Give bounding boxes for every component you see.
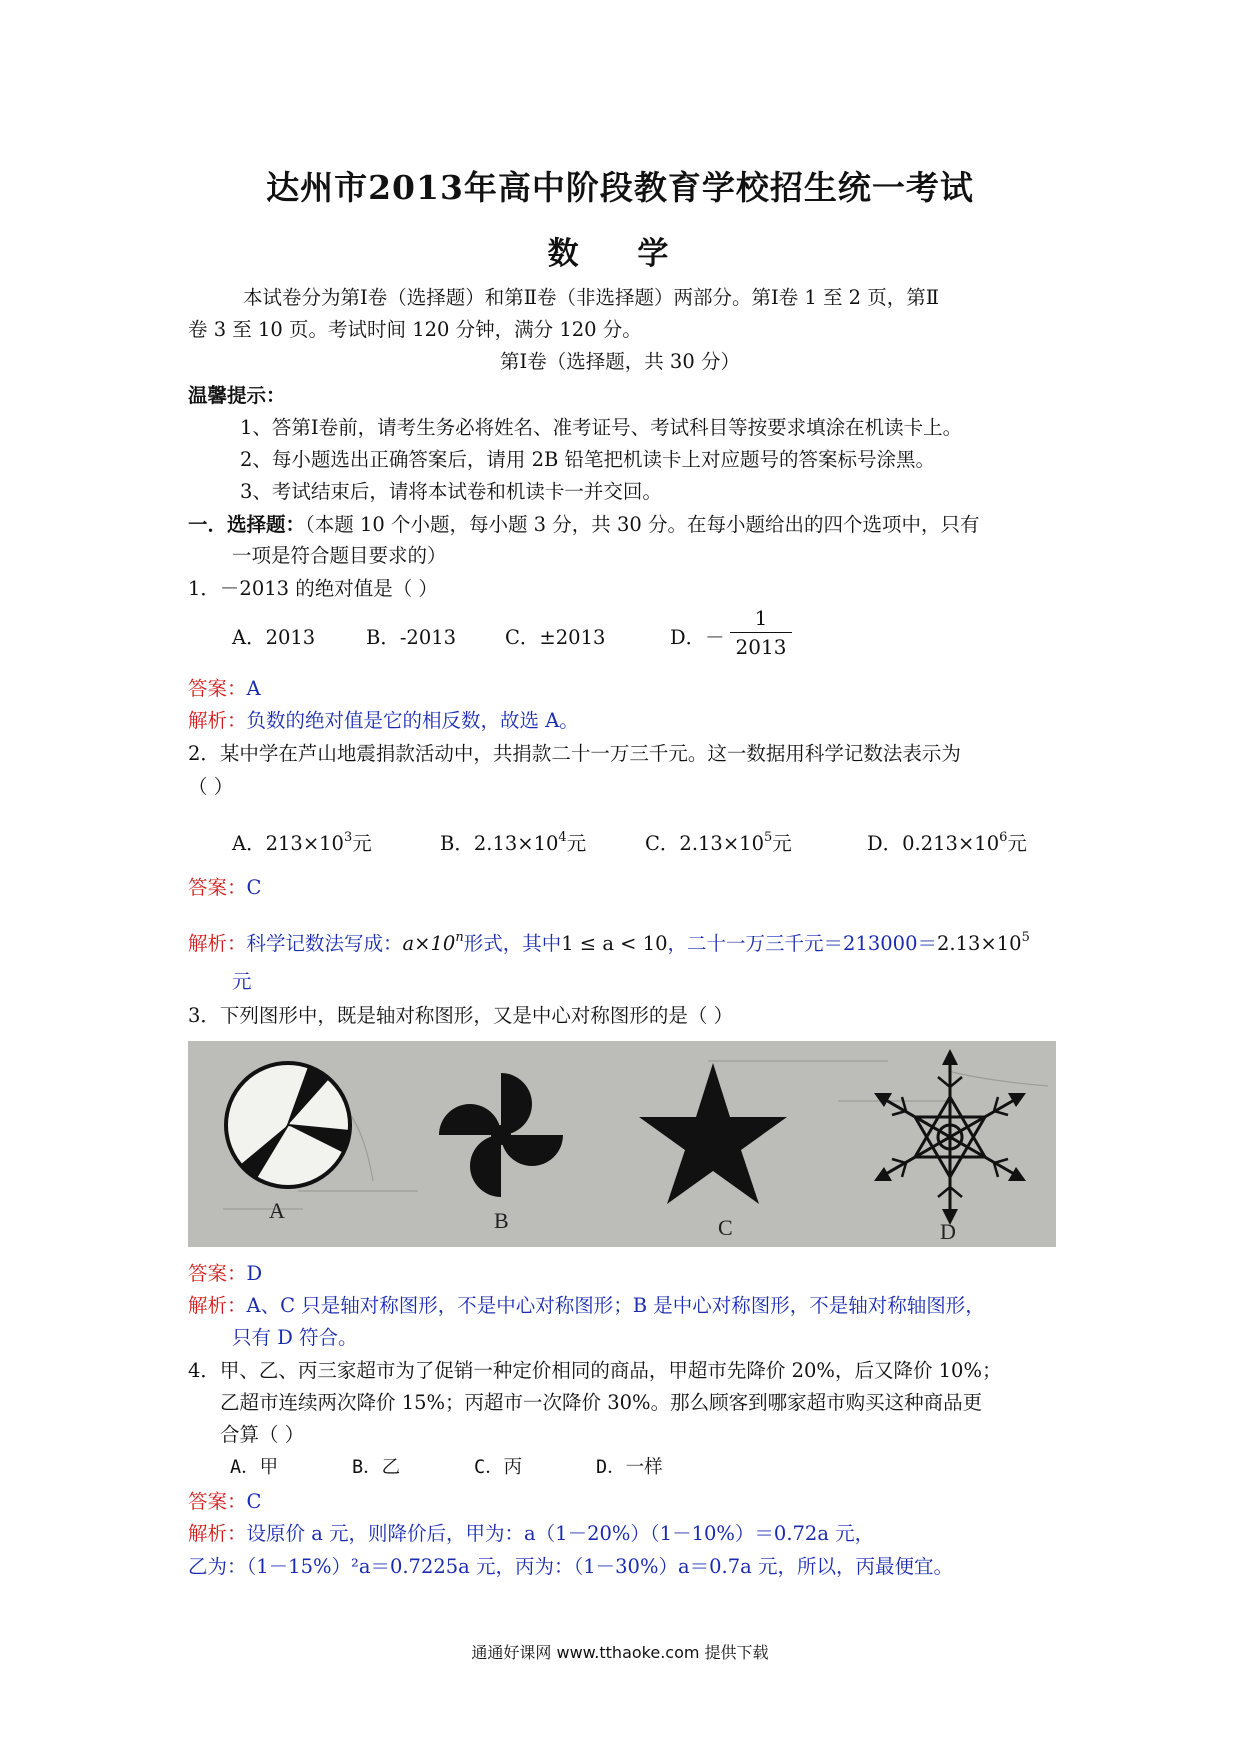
q4-explanation — [188, 1522, 874, 1546]
answer-label: 答案： — [188, 1490, 247, 1513]
intro-line-1: 本试卷分为第Ⅰ卷（选择题）和第Ⅱ卷（非选择题）两部分。第Ⅰ卷 1 至 2 页，第Ⅱ — [243, 286, 940, 309]
option-unit: 元 — [1007, 832, 1027, 855]
option-label: A． — [232, 832, 266, 855]
exam-title: 达州市2013年高中阶段教育学校招生统一考试 — [266, 168, 974, 207]
option-unit: 元 — [352, 832, 372, 855]
explain-text-c: 形式，其中 — [463, 932, 562, 955]
q2-option-a — [232, 826, 372, 856]
q4-answer — [188, 1490, 261, 1514]
q3-stem: 3．下列图形中，既是轴对称图形，又是中心对称图形的是（ ） — [188, 1004, 734, 1027]
tip-item-3: 3、考试结束后，请将本试卷和机读卡一并交回。 — [240, 480, 662, 503]
explain-label: 解析： — [188, 1522, 247, 1545]
q4-stem-2: 乙超市连续两次降价 15%；丙超市一次降价 30%。那么顾客到哪家超市购买这种商品更 — [220, 1391, 983, 1414]
option-unit: 元 — [772, 832, 792, 855]
explain-text: A、C 只是轴对称图形，不是中心对称图形；B 是中心对称图形，不是轴对称轴图形， — [246, 1294, 985, 1317]
figure-label-c: C — [718, 1215, 733, 1240]
download-footer: 通通好课网 www.tthaoke.com 提供下载 — [471, 1643, 769, 1662]
section-heading — [188, 513, 980, 537]
q3-answer — [188, 1262, 262, 1286]
option-label: D． — [867, 832, 903, 855]
answer-label: 答案： — [188, 876, 247, 899]
q3-figure-photo — [188, 1041, 1056, 1247]
section-label: 一．选择题： — [188, 513, 306, 536]
fraction-bar — [730, 632, 792, 633]
answer-label: 答案： — [188, 1262, 247, 1285]
fraction-denominator: 2013 — [735, 635, 787, 659]
q2-explanation-unit: 元 — [232, 970, 252, 993]
q1-stem: 1．－2013 的绝对值是（ ） — [188, 577, 438, 600]
tips-heading: 温馨提示： — [188, 384, 286, 407]
figure-a-circle-wedges — [226, 1063, 350, 1187]
q1-option-b: B．-2013 — [366, 626, 457, 649]
q2-stem-2: （ ） — [188, 775, 234, 798]
explain-label: 解析： — [188, 1294, 247, 1317]
q1-answer — [188, 677, 261, 701]
q1-explanation — [188, 709, 579, 733]
fraction-numerator: 1 — [754, 606, 768, 630]
explain-label: 解析： — [188, 709, 247, 732]
q2-option-d — [867, 826, 1027, 856]
subject-title: 数 学 — [547, 236, 693, 272]
answer-value: C — [246, 876, 262, 899]
option-exponent: 3 — [343, 830, 353, 845]
explain-text: 设原价 a 元，则降价后，甲为：a（1－20%）（1－10%）＝0.72a 元， — [246, 1522, 875, 1545]
option-base: 2.13×10 — [679, 832, 764, 855]
explain-formula-exponent: n — [455, 930, 464, 945]
q4-explanation-2: 乙为：（1－15%）²a＝0.7225a 元，丙为：（1－30%）a＝0.7a 元，所以，丙最便宜。 — [188, 1555, 953, 1578]
q2-stem-1: 2．某中学在芦山地震捐款活动中，共捐款二十一万三千元。这一数据用科学记数法表示为 — [188, 742, 961, 765]
q2-answer — [188, 876, 261, 900]
q4-option-c: C．丙 — [474, 1457, 523, 1478]
option-exponent: 4 — [558, 830, 567, 845]
figure-label-b: B — [494, 1208, 509, 1233]
answer-label: 答案： — [188, 677, 247, 700]
explain-result-exponent: 5 — [1021, 930, 1030, 945]
option-base: 0.213×10 — [902, 832, 1000, 855]
answer-value: C — [246, 1490, 262, 1513]
q2-option-b — [440, 826, 586, 856]
explain-text: 负数的绝对值是它的相反数，故选 A。 — [246, 709, 579, 732]
intro-line-2: 卷 3 至 10 页。考试时间 120 分钟，满分 120 分。 — [188, 318, 642, 341]
section-desc-1: （本题 10 个小题，每小题 3 分，共 30 分。在每小题给出的四个选项中，只有 — [305, 513, 980, 536]
explain-text-a: 科学记数法写成： — [246, 932, 403, 955]
q4-option-d: D．一样 — [596, 1457, 663, 1478]
part-one-heading: 第Ⅰ卷（选择题，共 30 分） — [500, 350, 740, 373]
option-base: 2.13×10 — [473, 832, 559, 855]
q1-option-d-label: D．－ — [670, 626, 725, 649]
q4-option-a: A．甲 — [230, 1457, 279, 1478]
explain-result: 2.13×10 — [936, 932, 1022, 955]
explain-range: 1 ≤ a < 10 — [561, 932, 668, 955]
option-exponent: 5 — [764, 830, 773, 845]
q4-stem-3: 合算（ ） — [220, 1423, 305, 1446]
q1-option-d-fraction — [730, 606, 792, 659]
option-label: B． — [440, 832, 474, 855]
section-desc-2: 一项是符合题目要求的） — [232, 544, 447, 567]
q1-option-a: A．2013 — [232, 626, 316, 649]
q1-option-c: C．±2013 — [505, 626, 606, 649]
q3-explanation-2: 只有 D 符合。 — [232, 1326, 358, 1349]
explain-formula: a×10 — [402, 932, 456, 955]
explain-text-e: ，二十一万三千元＝213000＝ — [667, 932, 937, 955]
q4-option-b: B．乙 — [352, 1457, 401, 1478]
option-label: C． — [645, 832, 680, 855]
q2-option-c — [645, 826, 792, 856]
tip-item-2: 2、每小题选出正确答案后，请用 2B 铅笔把机读卡上对应题号的答案标号涂黑。 — [240, 448, 936, 471]
explain-label: 解析： — [188, 932, 247, 955]
answer-value: A — [246, 677, 261, 700]
tip-item-1: 1、答第Ⅰ卷前，请考生务必将姓名、准考证号、考试科目等按要求填涂在机读卡上。 — [240, 416, 963, 439]
q2-explanation — [188, 926, 1030, 956]
answer-value: D — [246, 1262, 263, 1285]
q4-stem-1: 4．甲、乙、丙三家超市为了促销一种定价相同的商品，甲超市先降价 20%，后又降价 10%； — [188, 1359, 1002, 1382]
figure-label-a: A — [269, 1198, 285, 1223]
q3-explanation — [188, 1294, 985, 1318]
option-unit: 元 — [566, 832, 587, 855]
figure-label-d: D — [940, 1219, 956, 1244]
option-base: 213×10 — [265, 832, 344, 855]
option-exponent: 6 — [999, 830, 1008, 845]
